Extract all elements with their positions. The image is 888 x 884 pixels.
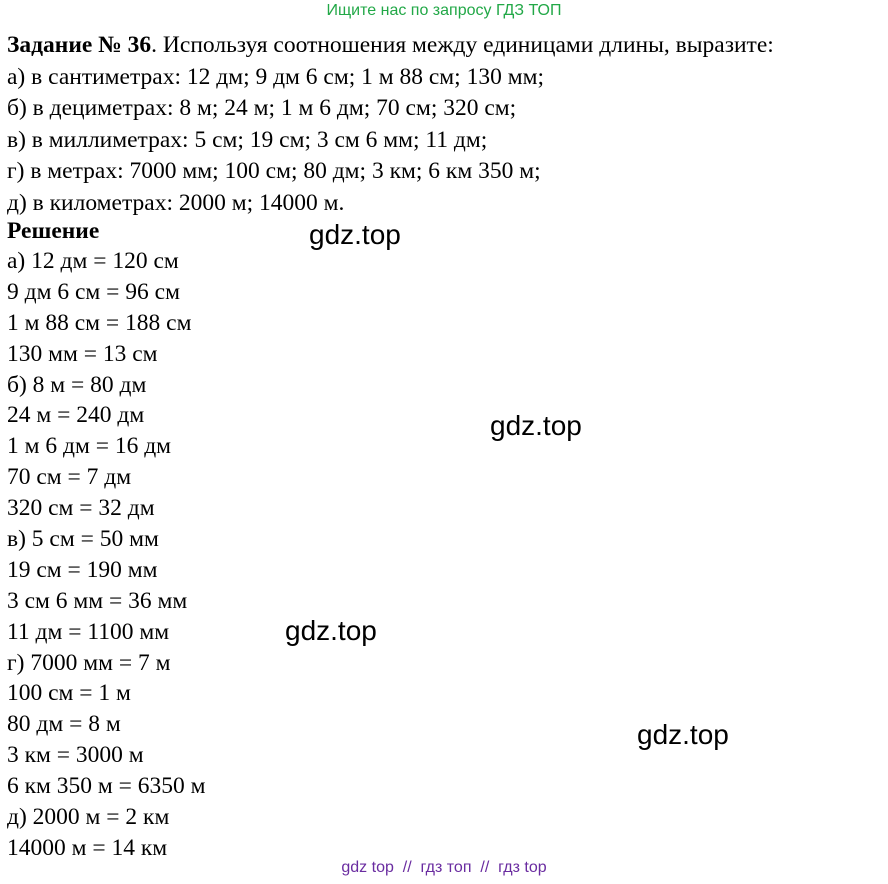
- task-item-a: а) в сантиметрах: 12 дм; 9 дм 6 см; 1 м 88 см; 130 мм;: [7, 63, 544, 90]
- task-title: Задание № 36: [7, 32, 152, 58]
- watermark: gdz.top: [637, 719, 729, 750]
- task-item-v: в) в миллиметрах: 5 см; 19 см; 3 см 6 мм; 11 дм;: [7, 126, 488, 153]
- solution-line: 3 км = 3000 м: [7, 742, 144, 769]
- watermark: gdz.top: [285, 615, 377, 646]
- solution-line: 3 см 6 мм = 36 мм: [7, 587, 188, 614]
- footer-links[interactable]: gdz top // гдз топ // гдз top: [341, 859, 547, 876]
- solution-line: 1 м 6 дм = 16 дм: [7, 433, 172, 460]
- solution-line: 9 дм 6 см = 96 см: [7, 278, 180, 305]
- solution-line: 24 м = 240 дм: [7, 402, 145, 429]
- solution-line: д) 2000 м = 2 км: [7, 804, 170, 831]
- task-item-d: д) в километрах: 2000 м; 14000 м.: [7, 189, 345, 216]
- solution-line: 70 см = 7 дм: [7, 464, 132, 491]
- solution-line: г) 7000 мм = 7 м: [7, 649, 171, 676]
- solution-line: в) 5 см = 50 мм: [7, 526, 159, 553]
- solution-line: 6 км 350 м = 6350 м: [7, 773, 206, 800]
- watermark: gdz.top: [490, 410, 582, 441]
- task-heading-line: [7, 30, 774, 62]
- solution-line: 80 дм = 8 м: [7, 711, 121, 738]
- top-banner[interactable]: Ищите нас по запросу ГДЗ ТОП: [326, 2, 562, 19]
- solution-line: 100 см = 1 м: [7, 680, 131, 707]
- solution-line: 1 м 88 см = 188 см: [7, 309, 192, 336]
- solution-line: 11 дм = 1100 мм: [7, 618, 170, 645]
- solution-line: 320 см = 32 дм: [7, 495, 155, 522]
- task-item-g: г) в метрах: 7000 мм; 100 см; 80 дм; 3 км; 6 км 350 м;: [7, 158, 541, 184]
- task-item-b: б) в дециметрах: 8 м; 24 м; 1 м 6 дм; 70 см; 320 см;: [7, 95, 517, 121]
- watermark: gdz.top: [309, 219, 401, 250]
- solution-line: 130 мм = 13 см: [7, 340, 158, 367]
- solution-line: а) 12 дм = 120 см: [7, 248, 179, 274]
- solution-line: б) 8 м = 80 дм: [7, 371, 147, 398]
- solution-heading: Решение: [7, 218, 100, 244]
- solution-line: 19 см = 190 мм: [7, 556, 158, 583]
- solution-line: 14000 м = 14 км: [7, 834, 168, 861]
- task-intro: . Используя соотношения между единицами длины, выразите:: [151, 32, 774, 58]
